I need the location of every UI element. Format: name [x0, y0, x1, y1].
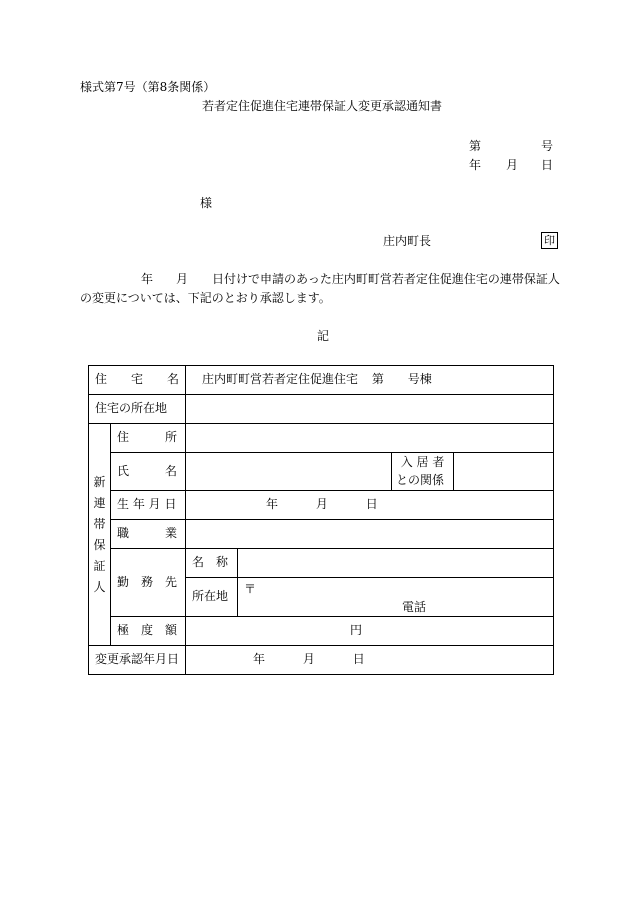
row-birthdate: [89, 491, 554, 520]
application-table: [88, 365, 554, 675]
body-line1: 日付けで申請のあった庄内町町営若者定住促進住宅の連帯保証人: [212, 272, 560, 286]
birth-label: 生 年 月 日: [111, 491, 186, 520]
name-value: [186, 453, 392, 491]
form-number: 様式第7号（第8条関係）: [80, 80, 216, 94]
work-label: 勤 務 先: [111, 549, 186, 617]
name-label: 氏 名: [111, 453, 186, 491]
housing-dai: 第: [371, 372, 384, 387]
limit-label: 極 度 額: [111, 617, 186, 646]
doc-number-dai: 第: [469, 139, 482, 153]
housing-name: 庄内町町営若者定住促進住宅: [202, 372, 359, 387]
body-month: 月: [176, 272, 189, 286]
postal-mark: 〒: [244, 582, 257, 596]
approval-value: 年 月 日: [186, 646, 554, 675]
issuer-name: 庄内町長: [383, 234, 432, 248]
row-limit: [89, 617, 554, 646]
row-work-name: [89, 549, 554, 578]
location-label: 住宅の所在地: [89, 395, 186, 424]
job-label: 職 業: [111, 520, 186, 549]
row-housing: [89, 366, 554, 395]
relation-value: [454, 453, 554, 491]
row-job: [89, 520, 554, 549]
row-address: [89, 424, 554, 453]
work-name-label: 名 称: [186, 549, 238, 578]
doc-number-go: 号: [541, 139, 554, 153]
guarantor-vertical-label: 新 連 帯 保 証 人: [89, 424, 111, 646]
row-name: [89, 453, 554, 491]
address-value: [186, 424, 554, 453]
work-addr-label: 所在地: [186, 578, 238, 617]
job-value: [186, 520, 554, 549]
housing-label: 住 宅 名: [89, 366, 186, 395]
limit-value: 円: [186, 617, 554, 646]
row-approval-date: [89, 646, 554, 675]
location-value: [186, 395, 554, 424]
relation-label: 入 居 者 との関係: [392, 453, 454, 491]
housing-gou: 号棟: [407, 372, 432, 387]
doc-date-day: 日: [541, 158, 554, 172]
birth-value: 年 月 日: [186, 491, 554, 520]
doc-date-year: 年: [469, 158, 482, 172]
body-line2: の変更については、下記のとおり承認します。: [80, 291, 331, 305]
approval-label: 変更承認年月日: [89, 646, 186, 675]
work-addr-value: [238, 578, 554, 617]
ki-label: 記: [317, 329, 330, 343]
address-label: 住 所: [111, 424, 186, 453]
housing-name-cell: [186, 366, 554, 395]
seal-mark: 印: [541, 232, 558, 249]
phone-label: 電話: [402, 600, 427, 614]
row-location: [89, 395, 554, 424]
work-name-value: [238, 549, 554, 578]
body-year: 年: [141, 272, 154, 286]
document-title: 若者定住促進住宅連帯保証人変更承認通知書: [202, 99, 443, 113]
addressee-suffix: 様: [200, 196, 213, 210]
doc-date-month: 月: [506, 158, 519, 172]
